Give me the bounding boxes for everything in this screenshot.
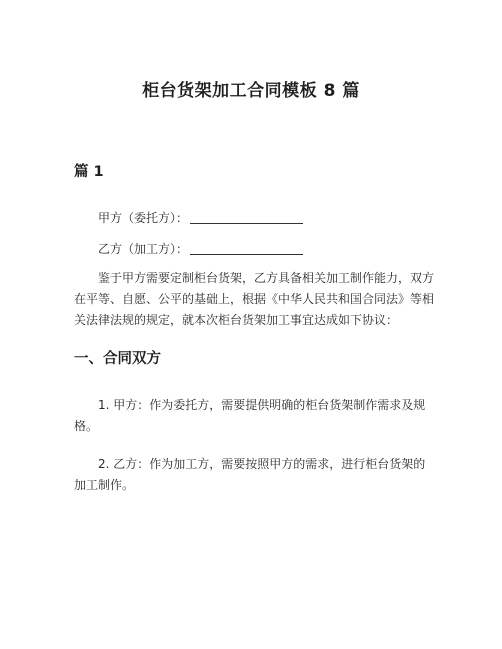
- intro-paragraph: 鉴于甲方需要定制柜台货架，乙方具备相关加工制作能力，双方在平等、自愿、公平的基础上，根据《中华人民共和国合同法》等相关法律法规的规定，就本次柜台货架加工事宜达成如下协议：: [74, 271, 435, 327]
- party-b-blank-line: [190, 242, 303, 255]
- list-item-party-b: 2. 乙方：作为加工方，需要按照甲方的需求，进行柜台货架的加工制作。: [74, 457, 426, 492]
- party-b-label: 乙方（加工方）：: [98, 242, 189, 256]
- heading-contract-parties: 一、合同双方: [74, 351, 161, 367]
- list-item-party-a: 1. 甲方：作为委托方，需要提供明确的柜台货架制作需求及规格。: [74, 398, 426, 433]
- section-label: 篇 1: [74, 164, 104, 180]
- party-b-field: [98, 240, 303, 257]
- party-a-blank-line: [190, 211, 303, 224]
- party-a-field: [98, 209, 303, 226]
- document-title: 柜台货架加工合同模板 8 篇: [142, 81, 360, 101]
- party-a-label: 甲方（委托方）：: [98, 211, 189, 225]
